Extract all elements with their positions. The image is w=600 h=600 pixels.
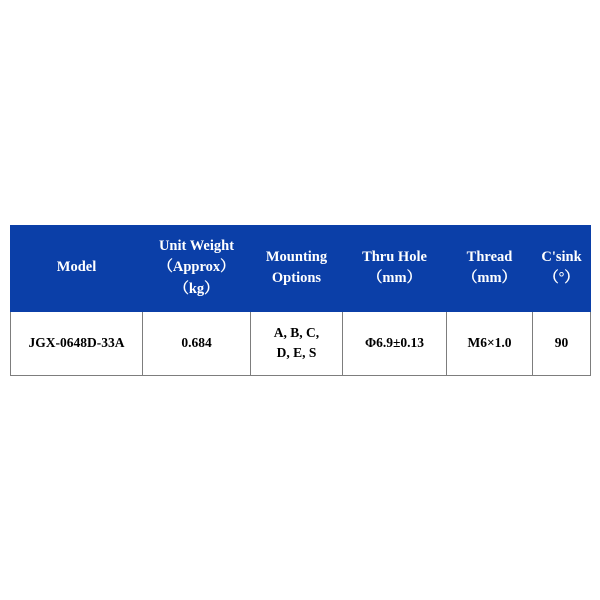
cell-thread xyxy=(447,311,533,375)
column-header-thru-hole-line-2: （mm） xyxy=(367,270,422,286)
specification-table xyxy=(10,225,591,376)
cell-model-line-1: JGX-0648D-33A xyxy=(28,334,125,350)
cell-csink-line-1: 90 xyxy=(554,334,569,350)
table-header-row xyxy=(11,225,591,311)
column-header-model xyxy=(11,225,143,311)
column-header-model-line-1: Model xyxy=(56,259,97,276)
table-header xyxy=(11,225,591,311)
cell-model xyxy=(11,311,143,375)
table-body xyxy=(11,311,591,375)
column-header-csink-line-1: C'sink xyxy=(541,248,582,265)
spec-table-container xyxy=(10,225,590,376)
column-header-thread-line-1: Thread xyxy=(466,248,513,265)
column-header-mounting-options xyxy=(251,225,343,311)
column-header-thru-hole-line-1: Thru Hole xyxy=(362,248,427,265)
column-header-unit-weight-line-2: （Approx） xyxy=(158,259,235,276)
column-header-mounting-options-line-1: Mounting xyxy=(265,248,328,265)
cell-mounting-options-line-1: A, B, C, xyxy=(273,324,320,340)
column-header-mounting-options-line-2: Options xyxy=(271,270,322,286)
cell-csink xyxy=(533,311,591,375)
column-header-unit-weight-line-1: Unit Weight xyxy=(158,238,235,255)
cell-unit-weight-line-1: 0.684 xyxy=(181,334,212,350)
column-header-unit-weight xyxy=(143,225,251,311)
cell-thread-line-1: M6×1.0 xyxy=(467,334,512,350)
column-header-csink-line-2: （°） xyxy=(544,270,579,286)
cell-thru-hole xyxy=(343,311,447,375)
cell-unit-weight xyxy=(143,311,251,375)
column-header-csink xyxy=(533,225,591,311)
cell-mounting-options-line-2: D, E, S xyxy=(276,345,317,360)
column-header-thru-hole xyxy=(343,225,447,311)
column-header-thread-line-2: （mm） xyxy=(462,270,517,286)
table-row xyxy=(11,311,591,375)
column-header-thread xyxy=(447,225,533,311)
column-header-unit-weight-line-3: （kg） xyxy=(174,280,219,297)
cell-mounting-options xyxy=(251,311,343,375)
cell-thru-hole-line-1: Φ6.9±0.13 xyxy=(364,334,425,350)
